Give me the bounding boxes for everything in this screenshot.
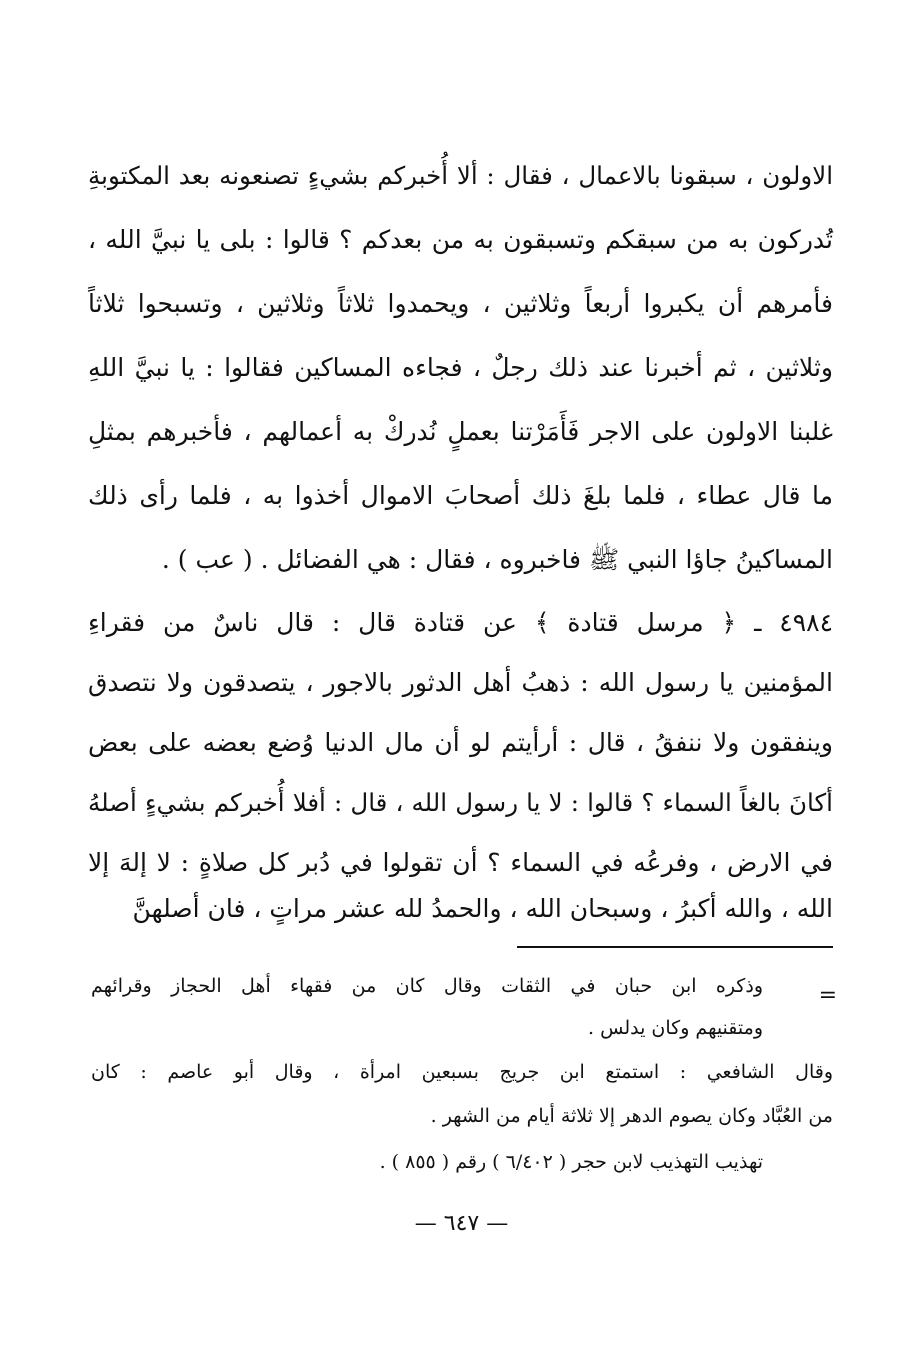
footnote-continuation-mark: =: [818, 983, 837, 1008]
text-line: ما قال عطاء ، فلما بلغَ ذلك أصحابَ الاموال أخذوا به ، فلما رأى ذلك: [88, 481, 833, 510]
text-line: تُدركون به من سبقكم وتسبقون به من بعدكم ؟ قالوا : بلى يا نبيَّ الله ،: [88, 225, 833, 254]
text-line: في الارض ، وفرعُه في السماء ؟ أن تقولوا في دُبر كل صلاةٍ : لا إلهَ إلا: [88, 848, 833, 877]
footnote-line: من العُبَّاد وكان يصوم الدهر إلا ثلاثة أيام من الشهر .: [430, 1105, 833, 1127]
text-line: الله ، والله أكبرُ ، وسبحان الله ، والحمدُ لله عشر مراتٍ ، فان أصلهنَّ: [132, 894, 833, 923]
page-number: — ٦٤٧ —: [414, 1211, 509, 1236]
text-line: وينفقون ولا ننفقُ ، قال : أرأيتم لو أن مال الدنيا وُضع بعضه على بعض: [88, 728, 833, 757]
footnote-line: ومتقنيهم وكان يدلس .: [588, 1017, 763, 1039]
text-line: المؤمنين يا رسول الله : ذهبُ أهل الدثور بالاجور ، يتصدقون ولا نتصدق: [88, 668, 833, 697]
footnote-separator: [517, 946, 833, 948]
footnote-line: تهذيب التهذيب لابن حجر ( ٦/٤٠٢ ) رقم ( ٨٥٥ ) .: [379, 1151, 763, 1173]
text-line: غلبنا الاولون على الاجر فَأَمَرْتنا بعملٍ نُدركْ به أعمالهم ، فأخبرهم بمثلِ: [88, 417, 833, 446]
text-line: الاولون ، سبقونا بالاعمال ، فقال : ألا أُخبركم بشيءٍ تصنعونه بعد المكتوبةِ: [88, 161, 833, 190]
footnote-line: وقال الشافعي : استمتع ابن جريج بسبعين امرأة ، وقال أبو عاصم : كان: [91, 1061, 833, 1083]
text-line: المساكينُ جاؤا النبي ﷺ فاخبروه ، فقال : هي الفضائل . ( عب ) .: [161, 545, 833, 574]
footnote-line: وذكره ابن حبان في الثقات وقال كان من فقهاء أهل الحجاز وقرائهم: [91, 975, 763, 997]
text-line: فأمرهم أن يكبروا أربعاً وثلاثين ، ويحمدوا ثلاثاً وثلاثين ، وتسبحوا ثلاثاً: [88, 289, 833, 318]
text-line: أكانَ بالغاً السماء ؟ قالوا : لا يا رسول الله ، قال : أفلا أُخبركم بشيءٍ أصلهُ: [88, 788, 833, 817]
text-line: ٤٩٨٤ ـ ﴿ مرسل قتادة ﴾ عن قتادة قال : قال ناسٌ من فقراءِ: [88, 608, 833, 637]
text-line: وثلاثين ، ثم أخبرنا عند ذلك رجلٌ ، فجاءه المساكين فقالوا : يا نبيَّ اللهِ: [88, 353, 833, 382]
